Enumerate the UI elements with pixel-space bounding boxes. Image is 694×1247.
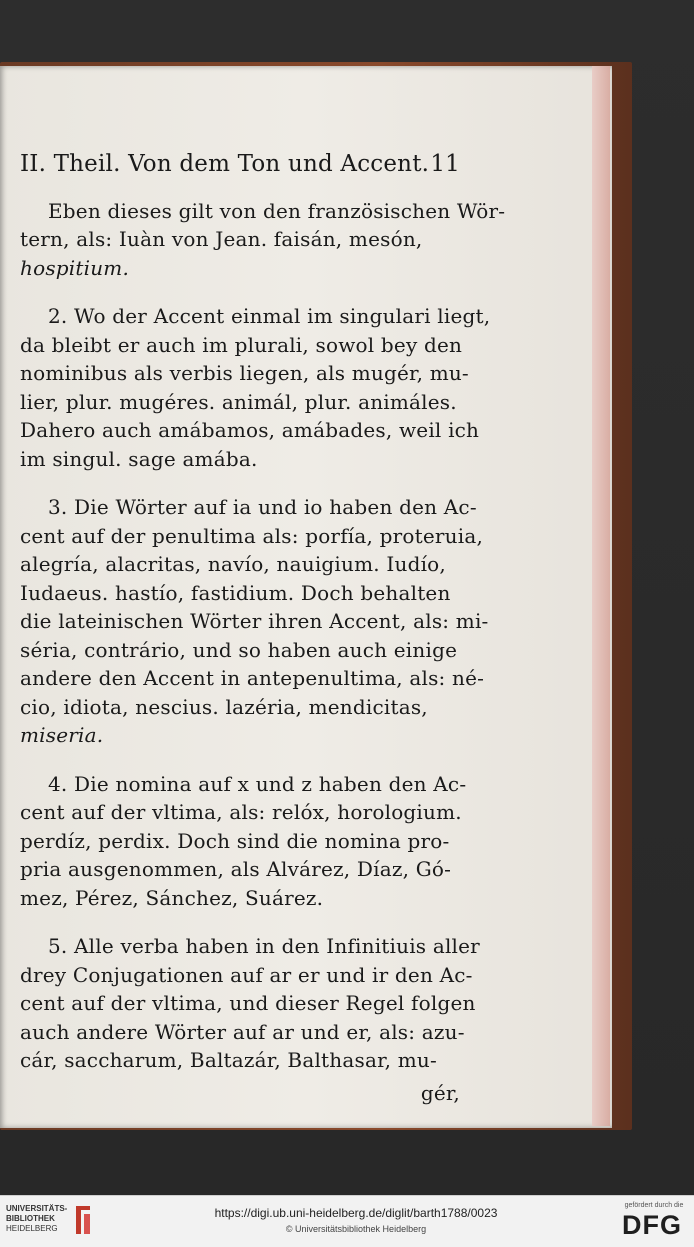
text-line: 3. Die Wörter auf ia und io haben den Ac-: [48, 495, 477, 519]
text-line: drey Conjugationen auf ar er und ir den Ac-: [20, 962, 473, 987]
page-number: 11: [430, 151, 460, 177]
text-line: nominibus als verbis liegen, als mugér, mu-: [20, 361, 469, 385]
text-line: die lateinischen Wörter ihren Accent, als: mi-: [20, 609, 489, 633]
text-line: 4. Die nomina auf x und z haben den Ac-: [48, 771, 467, 796]
library-name-line1: UNIVERSITÄTS-: [6, 1204, 68, 1213]
text-line: tern, als: Iuàn von Jean. faisán, mesón,: [20, 227, 423, 251]
text-line: cent auf der penultima als: porfía, proteruia,: [20, 523, 484, 548]
text-line: Eben dieses gilt von den französischen Wör-: [48, 198, 506, 223]
running-header: [20, 150, 460, 179]
text-line: auch andere Wörter auf ar und er, als: azu-: [20, 1019, 465, 1044]
dfg-logo[interactable]: DFG: [622, 1210, 682, 1240]
text-line: 5. Alle verba haben in den Infinitiuis aller: [48, 934, 480, 958]
paragraph-1: [20, 197, 506, 283]
catchword: gér,: [420, 1080, 460, 1105]
text-line: Iudaeus. hastío, fastidium. Doch behalten: [20, 580, 451, 605]
copyright-notice: © Universitätsbibliothek Heidelberg: [285, 1224, 427, 1234]
text-line: 2. Wo der Accent einmal im singulari liegt,: [48, 304, 491, 328]
funding-label: gefördert durch die: [624, 1202, 684, 1209]
text-line: perdíz, perdix. Doch sind die nomina pro-: [20, 828, 450, 853]
header-title: II. Theil. Von dem Ton und Accent.: [20, 151, 430, 177]
text-line: Dahero auch amábamos, amábades, weil ich: [20, 418, 480, 442]
library-emblem-icon: [72, 1202, 94, 1238]
text-line: lier, plur. mugéres. animál, plur. animáles.: [20, 389, 457, 414]
text-line: séria, contrário, und so haben auch einige: [20, 637, 458, 662]
library-name-line2: BIBLIOTHEK: [6, 1214, 55, 1223]
viewer-footer: [0, 1195, 694, 1247]
paragraph-5: [20, 932, 480, 1075]
text-line: andere den Accent in antepenultima, als: né-: [20, 666, 485, 690]
paragraph-4: [20, 770, 467, 913]
text-line: alegría, alacritas, navío, nauigium. Iudío,: [20, 552, 446, 576]
page-edge-strip: [592, 66, 610, 1126]
text-line: hospitium.: [20, 255, 130, 280]
text-line: im singul. sage amába.: [20, 446, 258, 471]
text-line: cent auf der vltima, als: relóx, horologium.: [20, 800, 462, 824]
permalink-url[interactable]: https://digi.ub.uni-heidelberg.de/diglit/barth1788/0023: [214, 1206, 498, 1220]
text-line: cent auf der vltima, und dieser Regel folgen: [20, 991, 476, 1015]
paragraph-3: [20, 493, 489, 750]
text-line: pria ausgenommen, als Alvárez, Díaz, Gó-: [20, 857, 452, 881]
text-line: mez, Pérez, Sánchez, Suárez.: [20, 885, 324, 910]
text-line: cio, idiota, nescius. lazéria, mendicitas,: [20, 694, 428, 719]
text-line: da bleibt er auch im plurali, sowol bey den: [20, 332, 463, 357]
text-line: miseria.: [20, 723, 104, 747]
library-name-line3: HEIDELBERG: [6, 1224, 58, 1233]
page-text: [20, 150, 506, 1107]
paragraph-2: [20, 302, 491, 473]
text-line: cár, saccharum, Baltazár, Balthasar, mu-: [20, 1048, 437, 1072]
